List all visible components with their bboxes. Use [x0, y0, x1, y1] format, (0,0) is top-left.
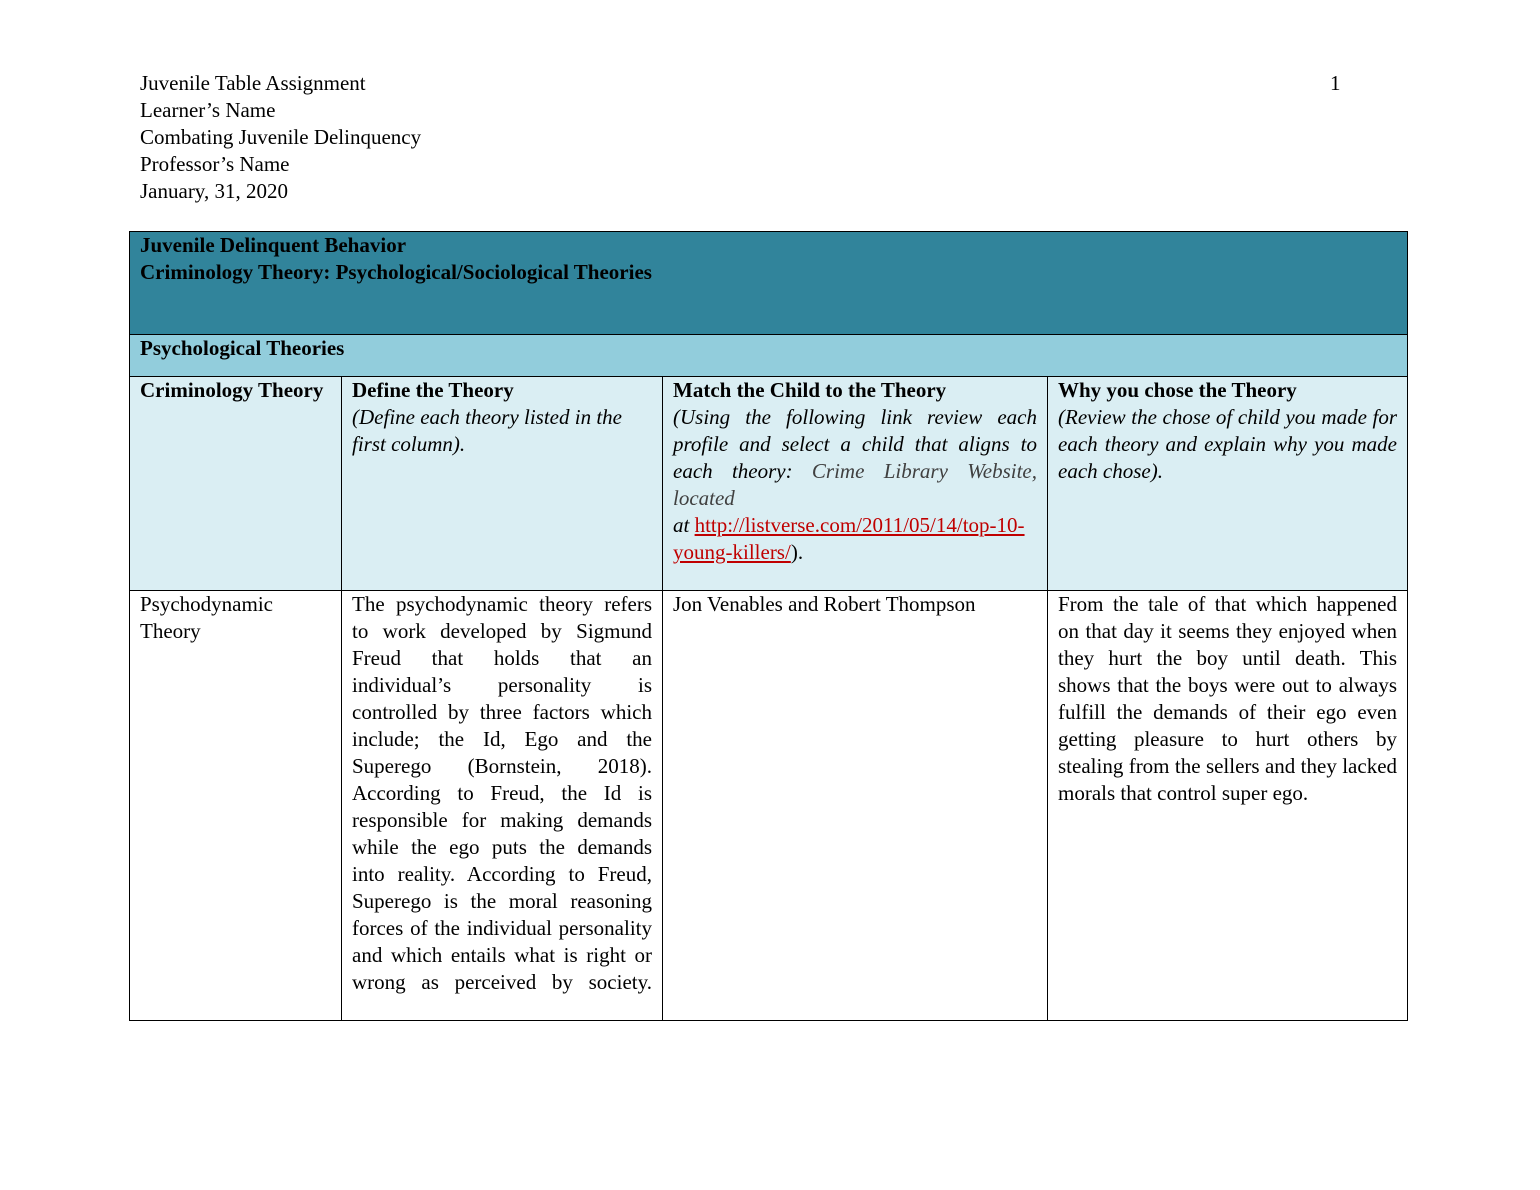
- listverse-link[interactable]: http://listverse.com/2011/05/14/top-10-young-killers/: [673, 513, 1025, 564]
- professor-name: Professor’s Name: [140, 152, 290, 176]
- document-date: January, 31, 2020: [140, 179, 288, 203]
- column-heading: Define the Theory: [352, 378, 514, 402]
- section-cell: [130, 335, 1408, 377]
- table-subtitle: Criminology Theory: Psychological/Sociological Theories: [140, 260, 652, 284]
- table-title: Juvenile Delinquent Behavior: [140, 233, 407, 257]
- column-instruction: [673, 404, 1037, 512]
- definition-cell: [342, 591, 663, 1021]
- matched-child: Jon Venables and Robert Thompson: [673, 592, 976, 616]
- column-heading: Why you chose the Theory: [1058, 378, 1297, 402]
- column-heading: Criminology Theory: [140, 378, 324, 402]
- theory-table: [129, 231, 1408, 1021]
- column-header-row: [130, 377, 1408, 591]
- column-header-match: [663, 377, 1048, 591]
- document-header: [140, 70, 421, 205]
- learner-name: Learner’s Name: [140, 98, 276, 122]
- column-heading: Match the Child to the Theory: [673, 378, 947, 402]
- theory-name-cell: [130, 591, 342, 1021]
- table-title-cell: [130, 232, 1408, 335]
- column-header-define: [342, 377, 663, 591]
- column-instruction: (Review the chose of child you made for each theory and explain why you made each chose).: [1058, 405, 1398, 483]
- column-header-theory: [130, 377, 342, 591]
- section-title: Psychological Theories: [140, 336, 345, 360]
- theory-definition: The psychodynamic theory refers to work developed by Sigmund Freud that holds that an individual’s personality is controlled by three factors which include; the Id, Ego and the Superego (Bornstein, 2018). According to Freud, the Id is responsible for making demands while the ego puts the demands into reality. According to Freud, Superego is the moral reasoning forces of the individual personality and which entails what is right or wrong as perceived by society.: [352, 592, 652, 994]
- theory-name: Psychodynamic Theory: [140, 592, 273, 643]
- course-title: Combating Juvenile Delinquency: [140, 125, 422, 149]
- at-text: at: [673, 513, 695, 537]
- instruction-end: ).: [790, 540, 804, 564]
- child-cell: [663, 591, 1048, 1021]
- instruction-text: (Using the following link review each profile and select a child that aligns to each theory:: [673, 405, 1037, 483]
- assignment-title: Juvenile Table Assignment: [140, 71, 366, 95]
- section-row: [130, 335, 1408, 377]
- table-title-row: [130, 232, 1408, 335]
- crime-library-text: Crime Library Website, located: [673, 459, 1037, 510]
- column-header-why: [1048, 377, 1408, 591]
- column-instruction: (Define each theory listed in the first column).: [352, 405, 622, 456]
- link-line: [673, 512, 1037, 566]
- table-row: [130, 591, 1408, 1021]
- choice-reason: From the tale of that which happened on that day it seems they enjoyed when they hurt the boy until death. This shows that the boys were out to always fulfill the demands of their ego even getting pleasure to hurt others by stealing from the sellers and they lacked morals that control super ego.: [1058, 592, 1398, 805]
- page-number: 1: [1330, 71, 1341, 95]
- reason-cell: [1048, 591, 1408, 1021]
